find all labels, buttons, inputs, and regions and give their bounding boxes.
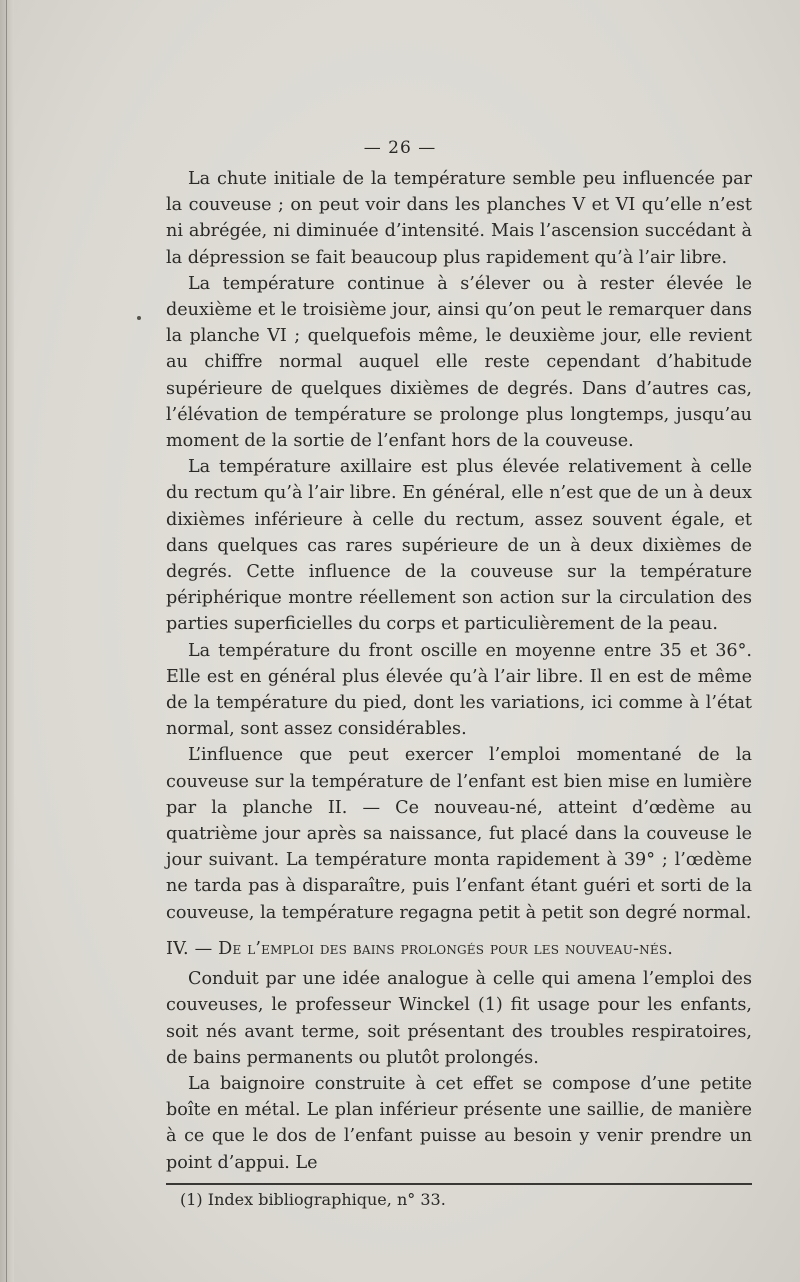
book-spine-edge [0, 0, 14, 1282]
section-number: IV. — [166, 938, 213, 959]
spine-shadow-line [6, 0, 7, 1282]
paragraph: La baignoire construite à cet effet se compose d’une petite boîte en métal. Le plan inférieur présente une saillie, de manière à ce que le dos de l’enfant puisse au besoin y venir prendre un point d’appui. Le [166, 1073, 752, 1173]
paragraph: La température axillaire est plus élevée relativement à celle du rectum qu’à l’air libre. En général, elle n’est que de un à deux dixièmes inférieure à celle du rectum, assez souvent égale, et dans quelques cas rares supérieure de un à deux dixièmes de degrés. Cette influence de la couveuse sur la température périphérique montre réellement son action sur la circulation des parties superficielles du corps et particulièrement de la peau. [166, 457, 752, 635]
page-number: — 26 — [363, 138, 437, 158]
section-title: De l’emploi des bains prolongés pour les nouveau-nés. [218, 938, 674, 959]
paragraph: La température du front oscille en moyenne entre 35 et 36°. Elle est en général plus élevée qu’à l’air libre. Il en est de même de la température du pied, dont les variations, ici comme à l’état normal, sont assez considérables. [166, 640, 752, 740]
section-heading [166, 936, 752, 962]
footnote-divider [166, 1183, 752, 1185]
paragraph: La température continue à s’élever ou à rester élevée le deuxième et le troisième jour, ainsi qu’on peut le remarquer dans la planche VI ; quelquefois même, le deuxième jour, elle revient au chiffre normal auquel elle reste cependant d’habitude supérieure de quelques dixièmes de degrés. Dans d’autres cas, l’élévation de température se prolonge plus longtemps, jusqu’au moment de la sortie de l’enfant hors de la couveuse. [166, 273, 752, 452]
paragraph: La chute initiale de la température semble peu influencée par la couveuse ; on peut voir dans les planches V et VI qu’elle n’est ni abrégée, ni diminuée d’intensité. Mais l’ascension succédant à la dépression se fait beaucoup plus rapidement qu’à l’air libre. [166, 169, 752, 268]
paragraph: L’influence que peut exercer l’emploi momentané de la couveuse sur la température de l’enfant est bien mise en lumière par la planche II. — Ce nouveau-né, atteint d’œdème au quatrième jour après sa naissance, fut placé dans la couveuse le jour suivant. La température monta rapidement à 39° ; l’œdème ne tarda pas à disparaître, puis l’enfant étant guéri et sorti de la couveuse, la température regagna petit à petit son degré normal. [166, 745, 752, 923]
ink-speck [137, 316, 141, 320]
paragraph: Conduit par une idée analogue à celle qui amena l’emploi des couveuses, le professeur Winckel (1) fit usage pour les enfants, soit nés avant terme, soit présentant des troubles respiratoires, de bains permanents ou plutôt prolongés. [166, 969, 752, 1068]
body-text [166, 166, 752, 1176]
footnote: (1) Index bibliographique, n° 33. [180, 1190, 446, 1209]
